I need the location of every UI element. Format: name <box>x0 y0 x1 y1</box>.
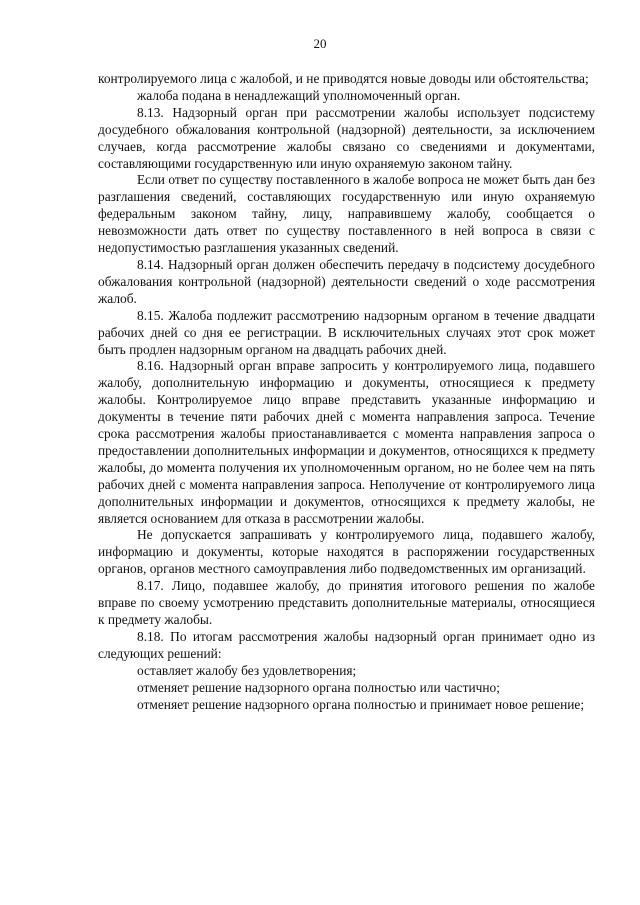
document-body <box>98 71 595 713</box>
list-item-decision-3: отменяет решение надзорного органа полностью и принимает новое решение; <box>137 696 585 712</box>
paragraph-8-18: 8.18. По итогам рассмотрения жалобы надзорный орган принимает одно из следующих решений: <box>98 628 595 661</box>
paragraph-no-request: Не допускается запрашивать у контролируемого лица, подавшего жалобу, информацию и документы, которые находятся в распоряжении государственных органов, органов местного самоуправления либо подведомственных им организаций. <box>98 527 595 577</box>
paragraph-8-16: 8.16. Надзорный орган вправе запросить у контролируемого лица, подавшего жалобу, дополнительную информацию и документы, относящиеся к предмету жалобы. Контролируемое лицо вправе представить указанные информацию и документы в течение пяти рабочих дней с момента направления запроса. Течение срока рассмотрения жалобы приостанавливается с момента направления запроса о предоставлении дополнительных информации и документов, относящихся к предмету жалобы, до момента получения их уполномоченным органом, но не более чем на пять рабочих дней с момента направления запроса. Неполучение от контролируемого лица дополнительных информации и документов, относящихся к предмету жалобы, не является основанием для отказа в рассмотрении жалобы. <box>98 358 595 526</box>
paragraph-8-17: 8.17. Лицо, подавшее жалобу, до принятия итогового решения по жалобе вправе по своему усмотрению представить дополнительные материалы, относящиеся к предмету жалобы. <box>98 578 595 627</box>
paragraph-8-13: 8.13. Надзорный орган при рассмотрении жалобы использует подсистему досудебного обжалования контрольной (надзорной) деятельности, за исключением случаев, когда рассмотрение жалобы связано со сведениями и документами, составляющими государственную или иную охраняемую законом тайну. <box>98 104 595 171</box>
paragraph-secret-info: Если ответ по существу поставленного в жалобе вопроса не может быть дан без разглашения сведений, составляющих государственную или иную охраняемую федеральным законом тайну, лицу, направившему жалобу, сообщается о невозможности дать ответ по существу поставленного в ней вопроса в связи с недопустимостью разглашения указанных сведений. <box>98 172 595 256</box>
paragraph-8-14: 8.14. Надзорный орган должен обеспечить передачу в подсистему досудебного обжалования контрольной (надзорной) деятельности сведений о ходе рассмотрения жалоб. <box>98 256 595 306</box>
paragraph-8-15: 8.15. Жалоба подлежит рассмотрению надзорным органом в течение двадцати рабочих дней со дня ее регистрации. В исключительных случаях этот срок может быть продлен надзорным органом на двадцать рабочих дней. <box>98 307 595 357</box>
list-item-decision-1: оставляет жалобу без удовлетворения; <box>137 662 357 678</box>
paragraph-complaint-wrong-authority: жалоба подана в ненадлежащий уполномоченный орган. <box>137 87 461 103</box>
list-item-decision-2: отменяет решение надзорного органа полностью или частично; <box>137 679 500 695</box>
page-number: 20 <box>313 36 327 51</box>
paragraph-continuation: контролируемого лица с жалобой, и не приводятся новые доводы или обстоятельства; <box>98 71 589 86</box>
